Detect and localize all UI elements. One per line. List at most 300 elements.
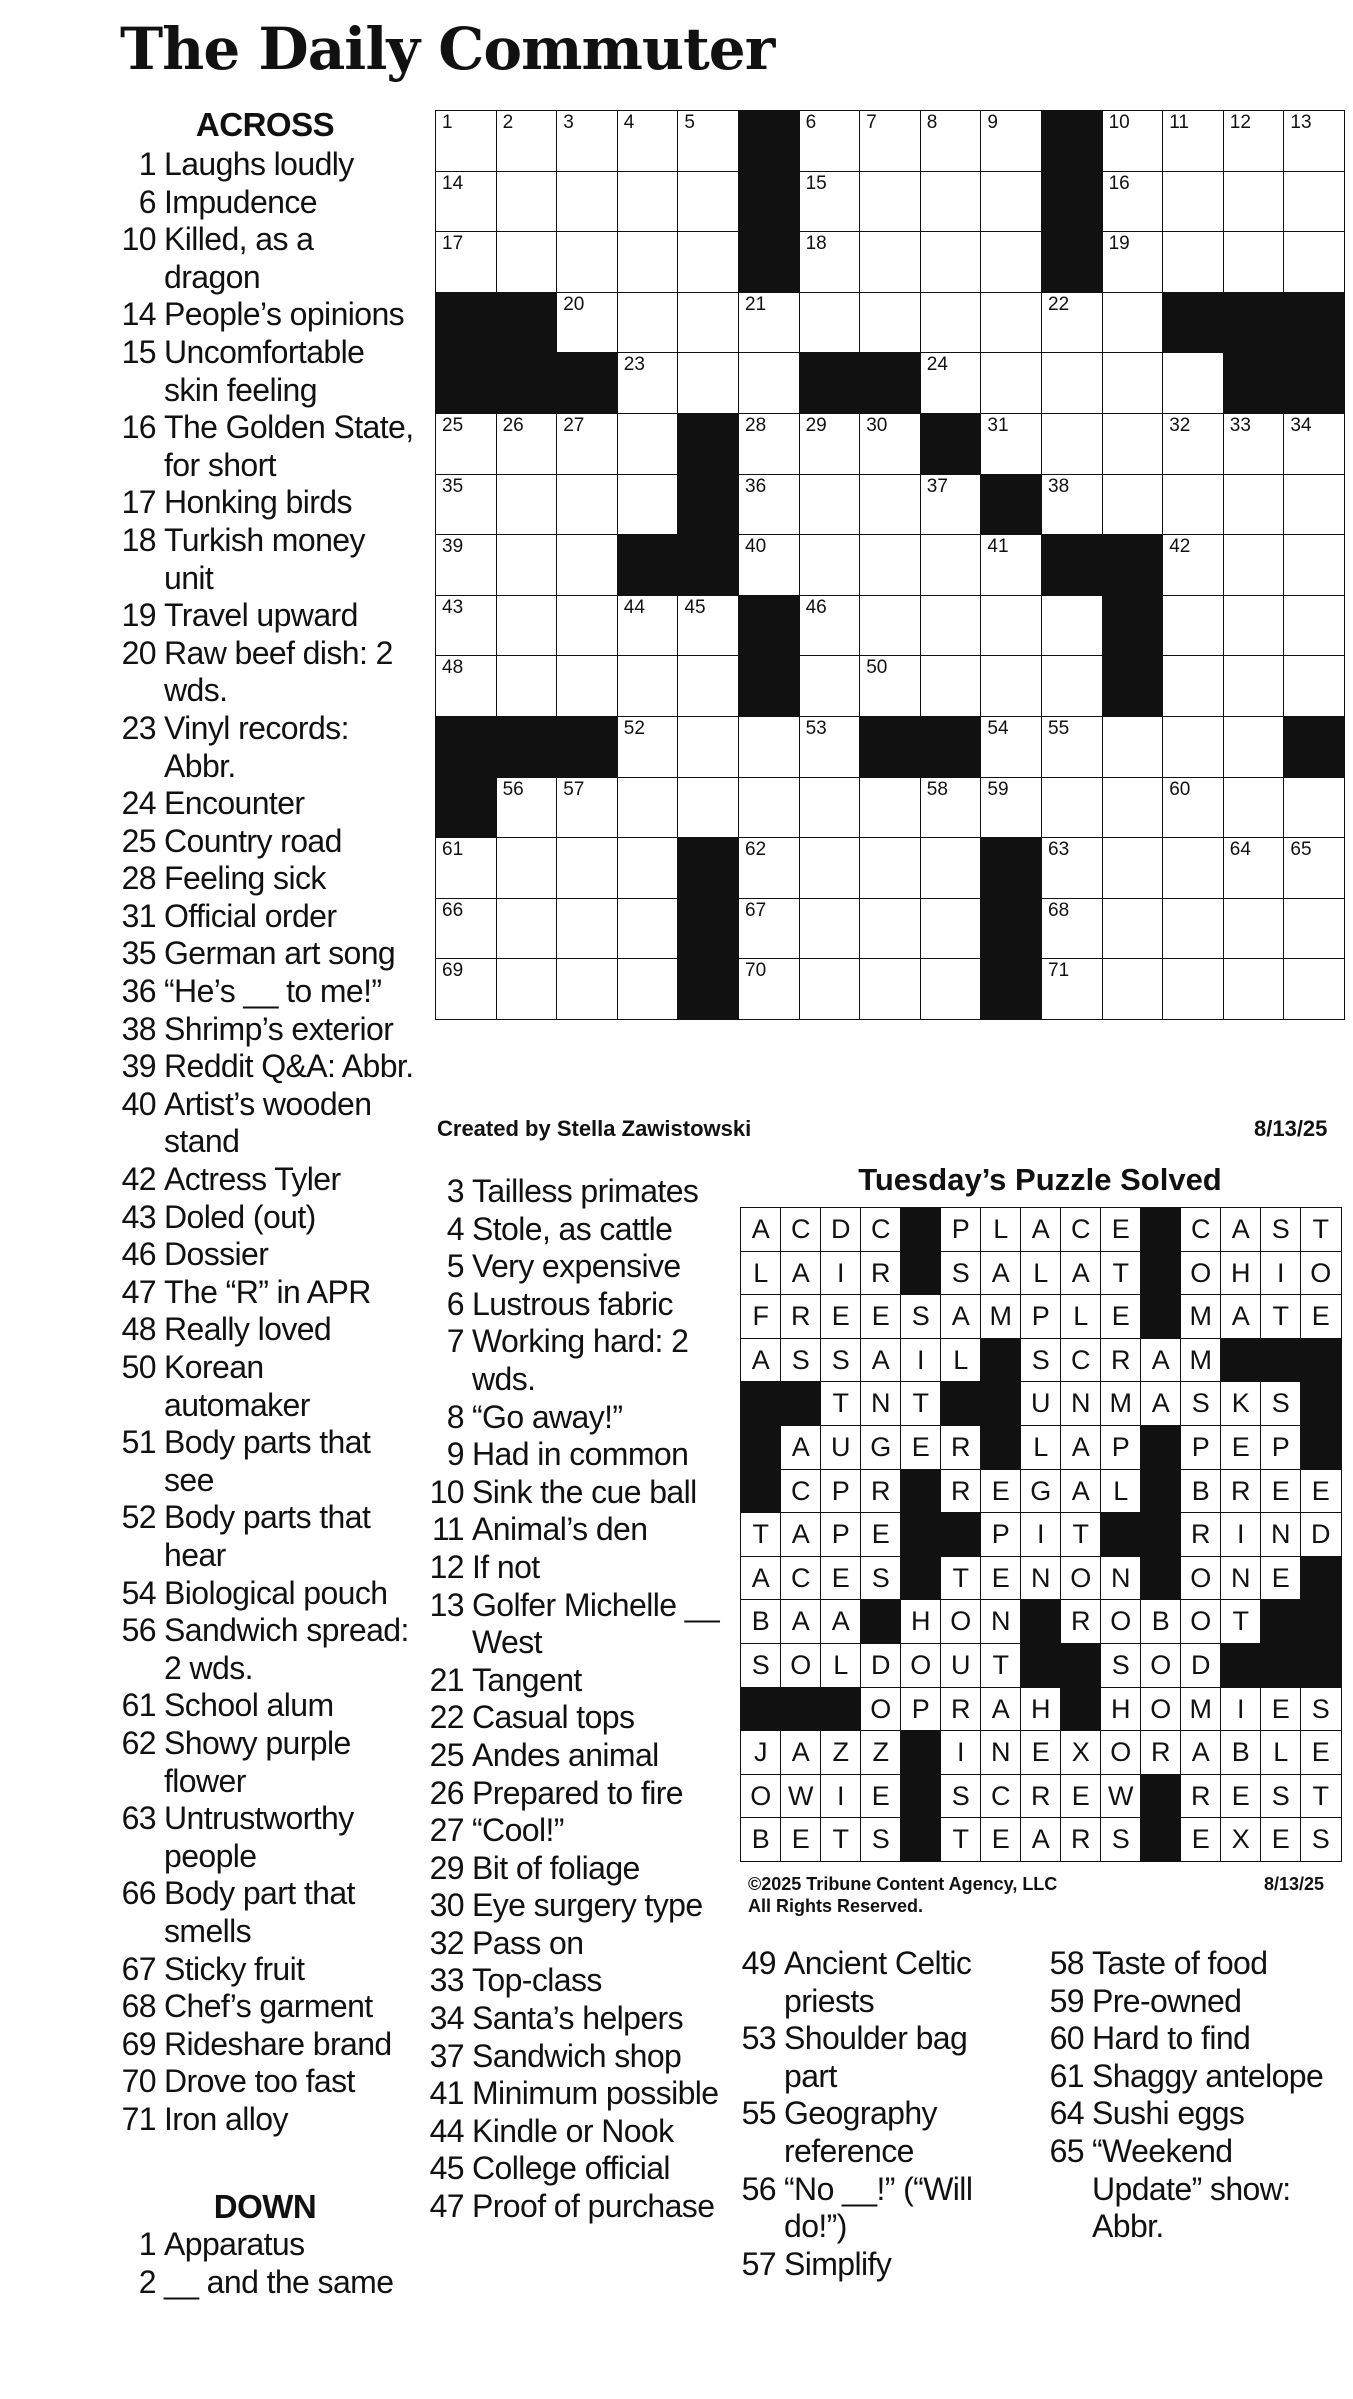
- grid-cell[interactable]: [799, 110, 861, 172]
- grid-cell[interactable]: [1102, 352, 1164, 414]
- grid-cell[interactable]: [556, 413, 618, 475]
- clue-item: [112, 2226, 417, 2264]
- grid-cell[interactable]: [1162, 352, 1224, 414]
- clue-item: [732, 2095, 1022, 2170]
- grid-cell[interactable]: [1223, 534, 1285, 596]
- grid-cell[interactable]: [1102, 716, 1164, 778]
- grid-cell[interactable]: [556, 655, 618, 717]
- grid-cell[interactable]: [859, 837, 921, 899]
- grid-cell[interactable]: [617, 110, 679, 172]
- grid-cell[interactable]: [1223, 716, 1285, 778]
- grid-cell[interactable]: [556, 837, 618, 899]
- grid-cell[interactable]: [1283, 958, 1345, 1020]
- black-square: [920, 716, 982, 778]
- grid-cell[interactable]: [799, 231, 861, 293]
- grid-cell[interactable]: [617, 292, 679, 354]
- grid-cell[interactable]: [859, 292, 921, 354]
- clue-text: __ and the same: [164, 2263, 394, 2300]
- clue-item: [112, 1988, 417, 2026]
- grid-cell[interactable]: [617, 171, 679, 233]
- grid-cell[interactable]: [1102, 777, 1164, 839]
- grid-cell[interactable]: [920, 352, 982, 414]
- grid-cell[interactable]: [738, 837, 800, 899]
- grid-cell[interactable]: [980, 655, 1042, 717]
- grid-cell[interactable]: [799, 837, 861, 899]
- grid-cell[interactable]: [435, 474, 497, 536]
- grid-cell[interactable]: [920, 474, 982, 536]
- grid-cell[interactable]: [859, 655, 921, 717]
- grid-cell[interactable]: [496, 595, 558, 657]
- solution-letter: O: [940, 1599, 982, 1644]
- grid-cell[interactable]: [859, 898, 921, 960]
- grid-cell[interactable]: [677, 171, 739, 233]
- solution-letter: E: [1060, 1774, 1102, 1819]
- cell-number: 69: [442, 960, 464, 982]
- grid-cell[interactable]: [496, 655, 558, 717]
- clue-text: Showy purple flower: [164, 1724, 351, 1799]
- grid-cell[interactable]: [1102, 292, 1164, 354]
- clue-item: [112, 1199, 417, 1237]
- cell-number: 56: [502, 778, 524, 800]
- grid-cell[interactable]: [435, 171, 497, 233]
- solution-letter: E: [1300, 1294, 1342, 1339]
- solution-date: 8/13/25: [1264, 1874, 1325, 1894]
- grid-cell[interactable]: [617, 474, 679, 536]
- grid-cell[interactable]: [1041, 716, 1103, 778]
- grid-cell[interactable]: [617, 898, 679, 960]
- grid-cell[interactable]: [1162, 171, 1224, 233]
- grid-cell[interactable]: [920, 110, 982, 172]
- solution-letter: O: [1100, 1599, 1142, 1644]
- grid-cell[interactable]: [496, 231, 558, 293]
- grid-cell[interactable]: [920, 231, 982, 293]
- clue-text: Iron alloy: [164, 2100, 288, 2137]
- grid-cell[interactable]: [1102, 231, 1164, 293]
- solution-letter: L: [940, 1338, 982, 1383]
- grid-cell[interactable]: [556, 595, 618, 657]
- cell-number: 41: [987, 536, 1009, 558]
- grid-cell[interactable]: [1283, 534, 1345, 596]
- grid-cell[interactable]: [1102, 171, 1164, 233]
- grid-cell[interactable]: [980, 292, 1042, 354]
- grid-cell[interactable]: [435, 413, 497, 475]
- grid-cell[interactable]: [859, 474, 921, 536]
- grid-cell[interactable]: [799, 898, 861, 960]
- grid-cell[interactable]: [799, 474, 861, 536]
- solution-letter: I: [1220, 1512, 1262, 1557]
- grid-cell[interactable]: [1041, 837, 1103, 899]
- grid-cell[interactable]: [435, 534, 497, 596]
- grid-cell[interactable]: [617, 595, 679, 657]
- grid-cell[interactable]: [1041, 898, 1103, 960]
- clue-text: Sink the cue ball: [472, 1473, 697, 1510]
- grid-cell[interactable]: [920, 958, 982, 1020]
- grid-cell[interactable]: [859, 171, 921, 233]
- grid-cell[interactable]: [920, 898, 982, 960]
- clue-text: Raw beef dish: 2 wds.: [164, 634, 393, 709]
- grid-cell[interactable]: [1283, 655, 1345, 717]
- grid-cell[interactable]: [799, 958, 861, 1020]
- grid-cell[interactable]: [1041, 958, 1103, 1020]
- black-square: [677, 837, 739, 899]
- grid-cell[interactable]: [859, 534, 921, 596]
- clue-number: 68: [121, 1988, 156, 2025]
- grid-cell[interactable]: [799, 413, 861, 475]
- black-square: [859, 716, 921, 778]
- solution-black-square: [900, 1207, 942, 1252]
- grid-cell[interactable]: [1223, 958, 1285, 1020]
- solution-black-square: [940, 1381, 982, 1426]
- grid-cell[interactable]: [1223, 110, 1285, 172]
- grid-cell[interactable]: [920, 655, 982, 717]
- grid-cell[interactable]: [1162, 534, 1224, 596]
- grid-cell[interactable]: [1162, 595, 1224, 657]
- grid-cell[interactable]: [1283, 777, 1345, 839]
- grid-cell[interactable]: [617, 231, 679, 293]
- grid-cell[interactable]: [859, 777, 921, 839]
- solution-letter: B: [740, 1817, 782, 1862]
- grid-cell[interactable]: [1283, 595, 1345, 657]
- grid-cell[interactable]: [1283, 898, 1345, 960]
- grid-cell[interactable]: [1041, 655, 1103, 717]
- solution-letter: A: [1060, 1425, 1102, 1470]
- clue-text: Prepared to fire: [472, 1774, 683, 1811]
- clue-number: 23: [121, 709, 156, 746]
- grid-cell[interactable]: [496, 837, 558, 899]
- solution-black-square: [900, 1469, 942, 1514]
- grid-cell[interactable]: [435, 231, 497, 293]
- clue-text: Santa’s helpers: [472, 2000, 684, 2037]
- grid-cell[interactable]: [738, 292, 800, 354]
- grid-cell[interactable]: [1283, 413, 1345, 475]
- grid-cell[interactable]: [496, 474, 558, 536]
- cell-number: 23: [623, 354, 645, 376]
- grid-cell[interactable]: [980, 110, 1042, 172]
- clue-item: [1040, 1945, 1340, 1983]
- solution-letter: S: [860, 1556, 902, 1601]
- clue-number: 1: [138, 2226, 156, 2262]
- solution-letter: N: [980, 1730, 1022, 1775]
- grid-cell[interactable]: [556, 292, 618, 354]
- solution-letter: A: [1180, 1730, 1222, 1775]
- solution-letter: O: [900, 1643, 942, 1688]
- grid-cell[interactable]: [677, 231, 739, 293]
- grid-cell[interactable]: [496, 413, 558, 475]
- clue-number: 33: [429, 1962, 464, 1999]
- grid-cell[interactable]: [799, 171, 861, 233]
- grid-cell[interactable]: [1223, 413, 1285, 475]
- clue-number: 19: [121, 597, 156, 634]
- grid-cell[interactable]: [496, 898, 558, 960]
- grid-cell[interactable]: [1041, 352, 1103, 414]
- clue-number: 25: [121, 822, 156, 859]
- grid-cell[interactable]: [1041, 595, 1103, 657]
- grid-cell[interactable]: [1102, 413, 1164, 475]
- solution-letter: A: [740, 1556, 782, 1601]
- solution-letter: E: [1180, 1817, 1222, 1862]
- grid-cell[interactable]: [496, 534, 558, 596]
- grid-cell[interactable]: [799, 292, 861, 354]
- solution-letter: B: [740, 1599, 782, 1644]
- grid-cell[interactable]: [556, 534, 618, 596]
- grid-cell[interactable]: [1041, 777, 1103, 839]
- solution-letter: T: [820, 1817, 862, 1862]
- cell-number: 53: [805, 718, 827, 739]
- solution-letter: E: [1220, 1774, 1262, 1819]
- solution-letter: G: [1020, 1469, 1062, 1514]
- grid-cell[interactable]: [1283, 110, 1345, 172]
- clue-number: 51: [121, 1424, 156, 1461]
- across-clue-list: [112, 146, 417, 2138]
- black-square: [1102, 655, 1164, 717]
- grid-cell[interactable]: [980, 352, 1042, 414]
- grid-cell[interactable]: [556, 474, 618, 536]
- grid-cell[interactable]: [859, 110, 921, 172]
- clue-number: 20: [121, 634, 156, 671]
- grid-cell[interactable]: [920, 777, 982, 839]
- grid-cell[interactable]: [617, 777, 679, 839]
- grid-cell[interactable]: [1223, 655, 1285, 717]
- cell-number: 14: [442, 172, 464, 194]
- black-square: [435, 716, 497, 778]
- clue-text: Country road: [164, 822, 342, 859]
- clue-text: Shoulder bag part: [784, 2020, 968, 2094]
- grid-cell[interactable]: [556, 171, 618, 233]
- clue-item: [112, 1274, 417, 1312]
- grid-cell[interactable]: [738, 352, 800, 414]
- solution-letter: E: [860, 1294, 902, 1339]
- clue-item: [112, 409, 417, 484]
- clue-item: [112, 334, 417, 409]
- grid-cell[interactable]: [556, 110, 618, 172]
- clue-item: [1040, 2133, 1340, 2246]
- grid-cell[interactable]: [496, 171, 558, 233]
- grid-cell[interactable]: [677, 352, 739, 414]
- grid-cell[interactable]: [435, 595, 497, 657]
- grid-cell[interactable]: [677, 110, 739, 172]
- grid-cell[interactable]: [920, 534, 982, 596]
- solution-letter: S: [1300, 1817, 1342, 1862]
- grid-cell[interactable]: [435, 655, 497, 717]
- black-square: [1041, 534, 1103, 596]
- grid-cell[interactable]: [1283, 474, 1345, 536]
- solution-letter: T: [980, 1643, 1022, 1688]
- grid-cell[interactable]: [799, 716, 861, 778]
- grid-cell[interactable]: [435, 837, 497, 899]
- clue-number: 70: [121, 2063, 156, 2100]
- grid-cell[interactable]: [799, 534, 861, 596]
- grid-cell[interactable]: [617, 352, 679, 414]
- grid-cell[interactable]: [617, 413, 679, 475]
- grid-cell[interactable]: [1223, 231, 1285, 293]
- solution-letter: H: [900, 1599, 942, 1644]
- solution-black-square: [900, 1817, 942, 1862]
- grid-cell[interactable]: [738, 777, 800, 839]
- solution-letter: C: [860, 1207, 902, 1252]
- grid-cell[interactable]: [859, 413, 921, 475]
- grid-cell[interactable]: [677, 716, 739, 778]
- clue-item: [112, 710, 417, 785]
- grid-cell[interactable]: [920, 595, 982, 657]
- grid-cell[interactable]: [435, 898, 497, 960]
- grid-cell[interactable]: [1162, 655, 1224, 717]
- grid-cell[interactable]: [677, 292, 739, 354]
- clue-text: The “R” in APR: [164, 1273, 371, 1310]
- solution-black-square: [1060, 1687, 1102, 1732]
- solution-letter: S: [940, 1251, 982, 1296]
- grid-cell[interactable]: [980, 595, 1042, 657]
- cell-number: 63: [1048, 839, 1070, 861]
- solution-letter: E: [820, 1294, 862, 1339]
- solution-letter: D: [1180, 1643, 1222, 1688]
- solution-letter: O: [1180, 1556, 1222, 1601]
- grid-cell[interactable]: [617, 655, 679, 717]
- solution-letter: I: [1220, 1687, 1262, 1732]
- clue-text: School alum: [164, 1687, 334, 1724]
- clue-text: Ancient Celtic priests: [784, 1945, 972, 2019]
- clue-item: [1040, 2058, 1340, 2096]
- page-title: The Daily Commuter: [120, 15, 775, 83]
- grid-cell[interactable]: [1223, 474, 1285, 536]
- grid-cell[interactable]: [859, 231, 921, 293]
- solution-letter: X: [1060, 1730, 1102, 1775]
- grid-cell[interactable]: [1223, 171, 1285, 233]
- grid-cell[interactable]: [1102, 110, 1164, 172]
- grid-cell[interactable]: [556, 898, 618, 960]
- cell-number: 12: [1229, 112, 1251, 133]
- grid-cell[interactable]: [980, 777, 1042, 839]
- black-square: [980, 958, 1042, 1020]
- grid-cell[interactable]: [1162, 716, 1224, 778]
- grid-cell[interactable]: [677, 655, 739, 717]
- cell-number: 26: [502, 415, 524, 436]
- grid-cell[interactable]: [980, 171, 1042, 233]
- grid-cell[interactable]: [1283, 837, 1345, 899]
- solution-letter: P: [980, 1512, 1022, 1557]
- solution-letter: M: [980, 1294, 1022, 1339]
- grid-cell[interactable]: [738, 898, 800, 960]
- grid-cell[interactable]: [1162, 898, 1224, 960]
- clue-item: [112, 1612, 417, 1687]
- solution-letter: U: [820, 1425, 862, 1470]
- grid-cell[interactable]: [1223, 837, 1285, 899]
- grid-cell[interactable]: [617, 716, 679, 778]
- grid-cell[interactable]: [496, 958, 558, 1020]
- grid-cell[interactable]: [980, 413, 1042, 475]
- clue-item: [112, 935, 417, 973]
- grid-cell[interactable]: [1162, 474, 1224, 536]
- grid-cell[interactable]: [738, 474, 800, 536]
- grid-cell[interactable]: [556, 777, 618, 839]
- solution-letter: A: [1220, 1207, 1262, 1252]
- grid-cell[interactable]: [435, 110, 497, 172]
- grid-cell[interactable]: [1162, 231, 1224, 293]
- grid-cell[interactable]: [435, 958, 497, 1020]
- grid-cell[interactable]: [1162, 110, 1224, 172]
- cell-number: 43: [442, 596, 464, 618]
- black-square: [496, 716, 558, 778]
- grid-cell[interactable]: [738, 716, 800, 778]
- clue-text: Hard to find: [1092, 2020, 1251, 2057]
- solution-black-square: [980, 1338, 1022, 1383]
- solution-letter: L: [1100, 1469, 1142, 1514]
- grid-cell[interactable]: [496, 777, 558, 839]
- solution-letter: R: [940, 1469, 982, 1514]
- grid-cell[interactable]: [556, 231, 618, 293]
- solution-letter: E: [1220, 1425, 1262, 1470]
- grid-cell[interactable]: [617, 837, 679, 899]
- grid-cell[interactable]: [1223, 595, 1285, 657]
- grid-cell[interactable]: [980, 716, 1042, 778]
- clue-text: “Cool!”: [472, 1812, 564, 1849]
- grid-cell[interactable]: [1041, 292, 1103, 354]
- grid-cell[interactable]: [1283, 171, 1345, 233]
- grid-cell[interactable]: [1223, 898, 1285, 960]
- grid-cell[interactable]: [1102, 474, 1164, 536]
- grid-cell[interactable]: [1102, 958, 1164, 1020]
- grid-cell[interactable]: [677, 777, 739, 839]
- solution-letter: S: [780, 1338, 822, 1383]
- clue-number: 6: [446, 1285, 464, 1322]
- grid-cell[interactable]: [738, 534, 800, 596]
- grid-cell[interactable]: [1102, 898, 1164, 960]
- grid-cell[interactable]: [980, 231, 1042, 293]
- black-square: [920, 413, 982, 475]
- grid-cell[interactable]: [1041, 474, 1103, 536]
- grid-cell[interactable]: [1162, 777, 1224, 839]
- solution-letter: I: [1020, 1512, 1062, 1557]
- grid-cell[interactable]: [859, 958, 921, 1020]
- grid-cell[interactable]: [920, 171, 982, 233]
- grid-cell[interactable]: [1041, 413, 1103, 475]
- solution-letter: P: [1100, 1425, 1142, 1470]
- grid-cell[interactable]: [1162, 958, 1224, 1020]
- clue-text: Sushi eggs: [1092, 2095, 1245, 2132]
- clue-number: 28: [121, 860, 156, 897]
- grid-cell[interactable]: [1102, 837, 1164, 899]
- grid-cell[interactable]: [1223, 777, 1285, 839]
- grid-cell[interactable]: [1283, 231, 1345, 293]
- grid-cell[interactable]: [920, 292, 982, 354]
- solution-letter: R: [1060, 1599, 1102, 1644]
- cell-number: 9: [987, 112, 998, 133]
- grid-cell[interactable]: [920, 837, 982, 899]
- grid-cell[interactable]: [1162, 837, 1224, 899]
- grid-cell[interactable]: [1162, 413, 1224, 475]
- clue-text: German art song: [164, 935, 396, 972]
- grid-cell[interactable]: [799, 595, 861, 657]
- clue-item: [420, 1775, 720, 1813]
- clue-text: “Weekend Update” show: Abbr.: [1092, 2132, 1291, 2245]
- clue-number: 30: [429, 1887, 464, 1924]
- grid-cell[interactable]: [738, 958, 800, 1020]
- grid-cell[interactable]: [799, 777, 861, 839]
- grid-cell[interactable]: [738, 413, 800, 475]
- clue-number: 25: [429, 1736, 464, 1773]
- grid-cell[interactable]: [556, 958, 618, 1020]
- cell-number: 40: [745, 536, 767, 558]
- clue-number: 41: [429, 2075, 464, 2112]
- solution-letter: K: [1220, 1381, 1262, 1426]
- grid-cell[interactable]: [617, 958, 679, 1020]
- grid-cell[interactable]: [799, 655, 861, 717]
- grid-cell[interactable]: [496, 110, 558, 172]
- grid-cell[interactable]: [677, 595, 739, 657]
- clue-number: 21: [429, 1661, 464, 1698]
- grid-cell[interactable]: [859, 595, 921, 657]
- clue-text: Korean automaker: [164, 1349, 310, 1423]
- grid-cell[interactable]: [980, 534, 1042, 596]
